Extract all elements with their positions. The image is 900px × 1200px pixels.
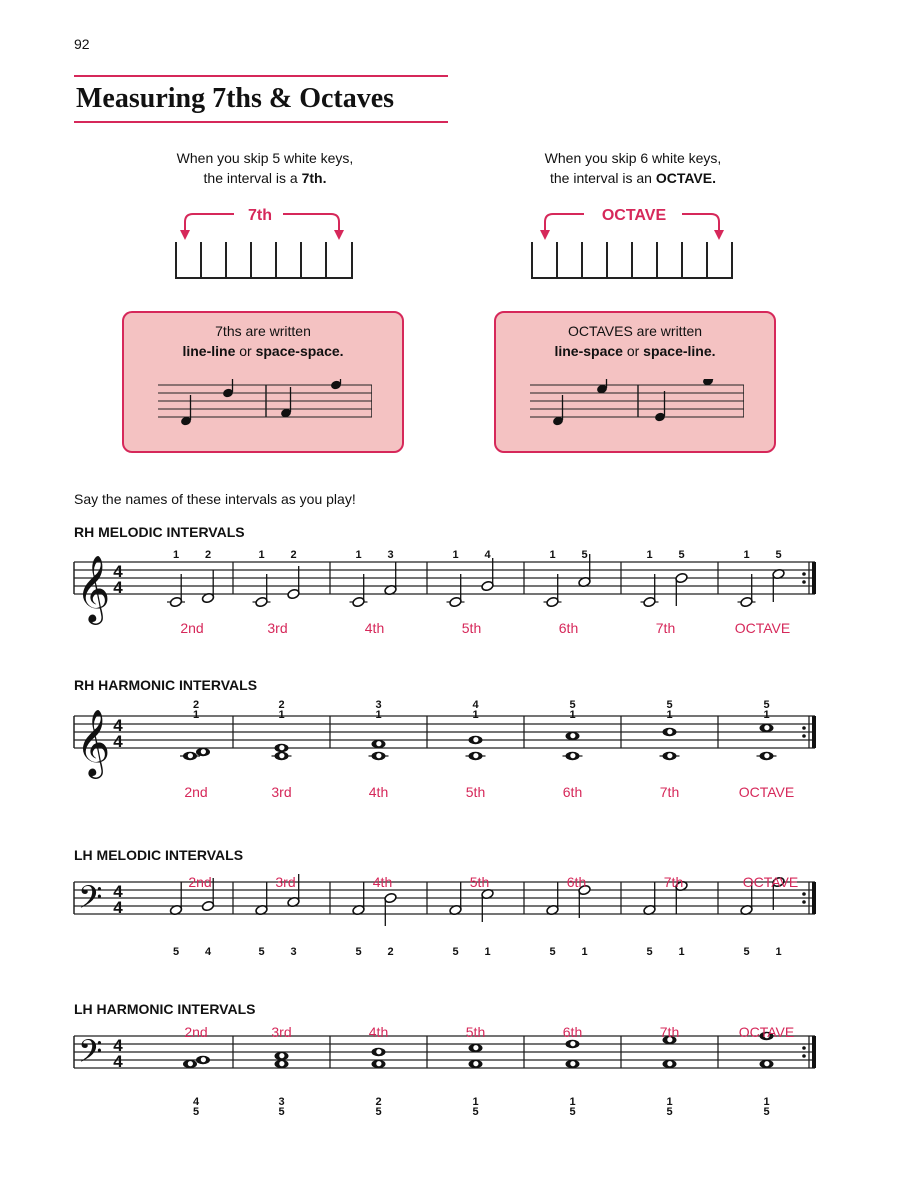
- interval-label: 6th: [562, 1024, 583, 1040]
- finger-number: 1: [192, 709, 200, 721]
- seventh-arrow-right: [283, 214, 339, 234]
- repeat-dot: [802, 734, 806, 738]
- bass-clef-icon: 𝄢: [78, 879, 103, 923]
- finger-number: 1: [775, 946, 782, 958]
- time-signature-top: 4: [113, 562, 123, 581]
- time-signature-bottom: 4: [113, 732, 123, 751]
- interval-label: 6th: [558, 620, 579, 636]
- interval-label: 6th: [562, 784, 583, 800]
- finger-number: 1: [646, 549, 653, 561]
- interval-label: 7th: [655, 620, 676, 636]
- finger-number: 5: [355, 946, 362, 958]
- seventh-intro: [115, 148, 415, 188]
- interval-label: OCTAVE: [738, 1024, 795, 1040]
- seventh-intro-prefix: the interval is a: [203, 170, 302, 186]
- octave-keyboard-label: OCTAVE: [601, 207, 667, 224]
- finger-number: 2: [290, 549, 297, 561]
- rh-melodic-lines: [74, 562, 815, 594]
- interval-label: 3rd: [267, 620, 288, 636]
- interval-label: 7th: [659, 1024, 680, 1040]
- octave-rule-connector: or: [622, 343, 644, 359]
- page-title: Measuring 7ths & Octaves: [76, 83, 395, 114]
- finger-number: 3: [290, 946, 297, 958]
- finger-number: 4: [192, 1096, 200, 1108]
- octave-arrowhead-left: [540, 230, 550, 240]
- time-signature-top: 4: [113, 1036, 123, 1055]
- repeat-dot: [802, 1054, 806, 1058]
- repeat-dot: [802, 900, 806, 904]
- repeat-dot: [802, 726, 806, 730]
- lh-melodic-title: LH MELODIC INTERVALS: [74, 847, 244, 863]
- finger-number: 5: [472, 1106, 479, 1118]
- finger-number: 1: [172, 549, 180, 561]
- time-signature-bottom: 4: [113, 898, 123, 917]
- octave-rule-line2: [496, 341, 774, 361]
- interval-label: 2nd: [184, 1024, 208, 1040]
- final-barline-thick: [812, 882, 816, 914]
- finger-number: 1: [452, 549, 459, 561]
- rh-harmonic-lines: [74, 716, 815, 748]
- octave-keyboard-diagram: [520, 198, 750, 288]
- octave-intro-line1: When you skip 6 white keys,: [544, 150, 722, 166]
- finger-number: 5: [172, 946, 180, 958]
- finger-number: 1: [472, 709, 479, 721]
- octave-rule-line1: OCTAVES are written: [567, 323, 703, 339]
- octave-rule-text: [496, 321, 774, 361]
- instruction-text: Say the names of these intervals as you play!: [74, 491, 356, 507]
- finger-number: 2: [192, 699, 200, 711]
- octave-example-staff: [530, 379, 744, 435]
- interval-label: 5th: [465, 784, 486, 800]
- finger-number: 1: [763, 1096, 770, 1108]
- finger-number: 5: [666, 699, 673, 711]
- finger-number: 5: [258, 946, 265, 958]
- octave-rule-box: [494, 311, 776, 453]
- interval-label: OCTAVE: [738, 784, 795, 800]
- octave-arrowhead-right: [714, 230, 724, 240]
- finger-number: 1: [678, 946, 685, 958]
- time-signature-top: 4: [113, 716, 123, 735]
- finger-number: 1: [484, 946, 491, 958]
- seventh-intro-line1: When you skip 5 white keys,: [176, 150, 354, 166]
- interval-label: 2nd: [188, 874, 212, 890]
- seventh-example-staff: [158, 379, 372, 435]
- octave-intro-bold: OCTAVE.: [655, 170, 716, 186]
- final-barline-thick: [812, 562, 816, 594]
- final-barline-thick: [812, 1036, 816, 1068]
- finger-number: 2: [375, 1096, 382, 1108]
- seventh-rule-text: [124, 321, 402, 361]
- interval-label: 5th: [469, 874, 490, 890]
- finger-number: 4: [204, 946, 212, 958]
- finger-number: 4: [484, 549, 491, 561]
- octave-intro-line2: [483, 168, 783, 188]
- repeat-dot: [802, 892, 806, 896]
- finger-number: 1: [569, 1096, 576, 1108]
- seventh-keyboard-label: 7th: [248, 207, 272, 224]
- seventh-rule-bold1: line-line: [182, 343, 236, 359]
- seventh-arrowhead-left: [180, 230, 190, 240]
- repeat-dot: [802, 1046, 806, 1050]
- finger-number: 5: [569, 699, 576, 711]
- interval-label: 4th: [364, 620, 385, 636]
- finger-number: 5: [743, 946, 750, 958]
- bass-clef-icon: 𝄢: [78, 1033, 103, 1077]
- finger-number: 1: [569, 709, 576, 721]
- finger-number: 5: [581, 549, 588, 561]
- interval-label: 5th: [461, 620, 482, 636]
- seventh-rule-box: [122, 311, 404, 453]
- rh-melodic-title: RH MELODIC INTERVALS: [74, 524, 245, 540]
- time-signature-top: 4: [113, 882, 123, 901]
- finger-number: 5: [763, 1106, 770, 1118]
- finger-number: 1: [278, 709, 285, 721]
- finger-number: 5: [549, 946, 556, 958]
- interval-label: 5th: [465, 1024, 486, 1040]
- finger-number: 5: [678, 549, 685, 561]
- finger-number: 5: [278, 1106, 285, 1118]
- interval-label: 4th: [372, 874, 393, 890]
- interval-label: 4th: [368, 784, 389, 800]
- finger-number: 2: [278, 699, 285, 711]
- seventh-rule-connector: or: [235, 343, 256, 359]
- interval-label: 7th: [659, 784, 680, 800]
- finger-number: 5: [375, 1106, 382, 1118]
- seventh-arrowhead-right: [334, 230, 344, 240]
- time-signature-bottom: 4: [113, 1052, 123, 1071]
- finger-number: 5: [775, 549, 782, 561]
- finger-number: 1: [666, 709, 673, 721]
- octave-rule-bold1: line-space: [554, 343, 623, 359]
- page-number: 92: [74, 36, 90, 52]
- finger-number: 5: [646, 946, 653, 958]
- octave-rule-bold2: space-line.: [643, 343, 716, 359]
- interval-label: 3rd: [271, 1024, 292, 1040]
- interval-label: 2nd: [184, 784, 208, 800]
- finger-number: 3: [278, 1096, 285, 1108]
- finger-number: 1: [472, 1096, 479, 1108]
- interval-label: 4th: [368, 1024, 389, 1040]
- finger-number: 5: [452, 946, 459, 958]
- finger-number: 1: [375, 709, 382, 721]
- finger-number: 5: [763, 699, 770, 711]
- interval-label: 3rd: [271, 784, 292, 800]
- finger-number: 5: [666, 1106, 673, 1118]
- seventh-arrow-left: [185, 214, 234, 234]
- finger-number: 2: [204, 549, 212, 561]
- finger-number: 2: [387, 946, 394, 958]
- title-banner: [74, 75, 448, 123]
- time-signature-bottom: 4: [113, 578, 123, 597]
- octave-intro-prefix: the interval is an: [550, 170, 656, 186]
- finger-number: 5: [192, 1106, 200, 1118]
- seventh-rule-line2: [124, 341, 402, 361]
- seventh-rule-bold2: space-space.: [255, 343, 344, 359]
- seventh-keyboard-diagram: [160, 198, 370, 288]
- repeat-dot: [802, 572, 806, 576]
- finger-number: 4: [472, 699, 479, 711]
- seventh-intro-bold: 7th.: [301, 170, 327, 186]
- final-barline-thick: [812, 716, 816, 748]
- treble-clef-icon: 𝄞: [76, 554, 111, 622]
- treble-clef-icon: 𝄞: [76, 708, 111, 776]
- finger-number: 1: [549, 549, 556, 561]
- interval-label: OCTAVE: [742, 874, 799, 890]
- finger-number: 3: [375, 699, 382, 711]
- seventh-intro-line2: [115, 168, 415, 188]
- interval-label: 3rd: [275, 874, 296, 890]
- interval-label: 2nd: [180, 620, 204, 636]
- finger-number: 1: [258, 549, 265, 561]
- finger-number: 5: [569, 1106, 576, 1118]
- lh-harmonic-title: LH HARMONIC INTERVALS: [74, 1001, 256, 1017]
- finger-number: 1: [763, 709, 770, 721]
- finger-number: 1: [743, 549, 750, 561]
- rh-harmonic-title: RH HARMONIC INTERVALS: [74, 677, 258, 693]
- finger-number: 3: [387, 549, 394, 561]
- interval-label: 6th: [566, 874, 587, 890]
- finger-number: 1: [666, 1096, 673, 1108]
- octave-arrow-left: [545, 214, 584, 234]
- octave-intro: [483, 148, 783, 188]
- interval-label: 7th: [663, 874, 684, 890]
- interval-label: OCTAVE: [734, 620, 791, 636]
- seventh-rule-line1: 7ths are written: [215, 323, 311, 339]
- finger-number: 1: [355, 549, 362, 561]
- finger-number: 1: [581, 946, 588, 958]
- repeat-dot: [802, 580, 806, 584]
- octave-arrow-right: [682, 214, 719, 234]
